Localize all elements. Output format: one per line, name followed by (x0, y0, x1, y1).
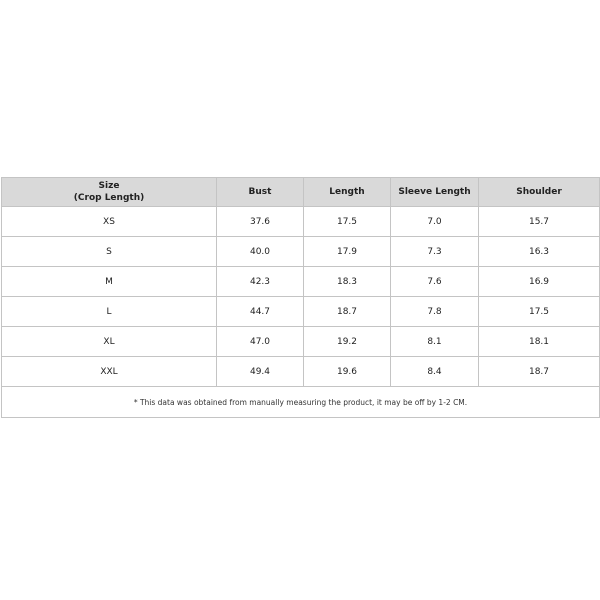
cell-length: 17.9 (304, 237, 391, 267)
header-sleeve-length: Sleeve Length (391, 178, 479, 207)
cell-sleeve-length: 7.0 (391, 207, 479, 237)
cell-shoulder: 18.7 (479, 357, 600, 387)
cell-shoulder: 16.3 (479, 237, 600, 267)
cell-size: S (2, 237, 217, 267)
table-row (2, 207, 600, 237)
cell-size: XXL (2, 357, 217, 387)
cell-size: M (2, 267, 217, 297)
header-row (2, 178, 600, 207)
cell-shoulder: 17.5 (479, 297, 600, 327)
header-length: Length (304, 178, 391, 207)
cell-size: XS (2, 207, 217, 237)
cell-length: 19.6 (304, 357, 391, 387)
cell-sleeve-length: 7.3 (391, 237, 479, 267)
cell-bust: 49.4 (217, 357, 304, 387)
table-header (2, 178, 600, 207)
cell-sleeve-length: 8.4 (391, 357, 479, 387)
header-bust: Bust (217, 178, 304, 207)
cell-size: L (2, 297, 217, 327)
cell-length: 18.7 (304, 297, 391, 327)
header-size-label: Size (98, 181, 120, 191)
table-row (2, 297, 600, 327)
header-size (2, 178, 217, 207)
size-chart-table (1, 177, 600, 418)
cell-size: XL (2, 327, 217, 357)
measurement-footnote: * This data was obtained from manually measuring the product, it may be off by 1-2 CM. (2, 387, 600, 418)
cell-length: 18.3 (304, 267, 391, 297)
table-footer (2, 387, 600, 418)
table-row (2, 357, 600, 387)
table-row (2, 267, 600, 297)
cell-sleeve-length: 7.8 (391, 297, 479, 327)
cell-bust: 40.0 (217, 237, 304, 267)
cell-length: 19.2 (304, 327, 391, 357)
cell-bust: 47.0 (217, 327, 304, 357)
table-row (2, 237, 600, 267)
header-shoulder: Shoulder (479, 178, 600, 207)
cell-sleeve-length: 7.6 (391, 267, 479, 297)
cell-bust: 42.3 (217, 267, 304, 297)
table-body (2, 207, 600, 387)
footnote-row (2, 387, 600, 418)
cell-bust: 37.6 (217, 207, 304, 237)
cell-shoulder: 18.1 (479, 327, 600, 357)
cell-sleeve-length: 8.1 (391, 327, 479, 357)
header-size-sublabel: (Crop Length) (73, 193, 145, 203)
cell-shoulder: 16.9 (479, 267, 600, 297)
cell-shoulder: 15.7 (479, 207, 600, 237)
cell-bust: 44.7 (217, 297, 304, 327)
table-row (2, 327, 600, 357)
cell-length: 17.5 (304, 207, 391, 237)
